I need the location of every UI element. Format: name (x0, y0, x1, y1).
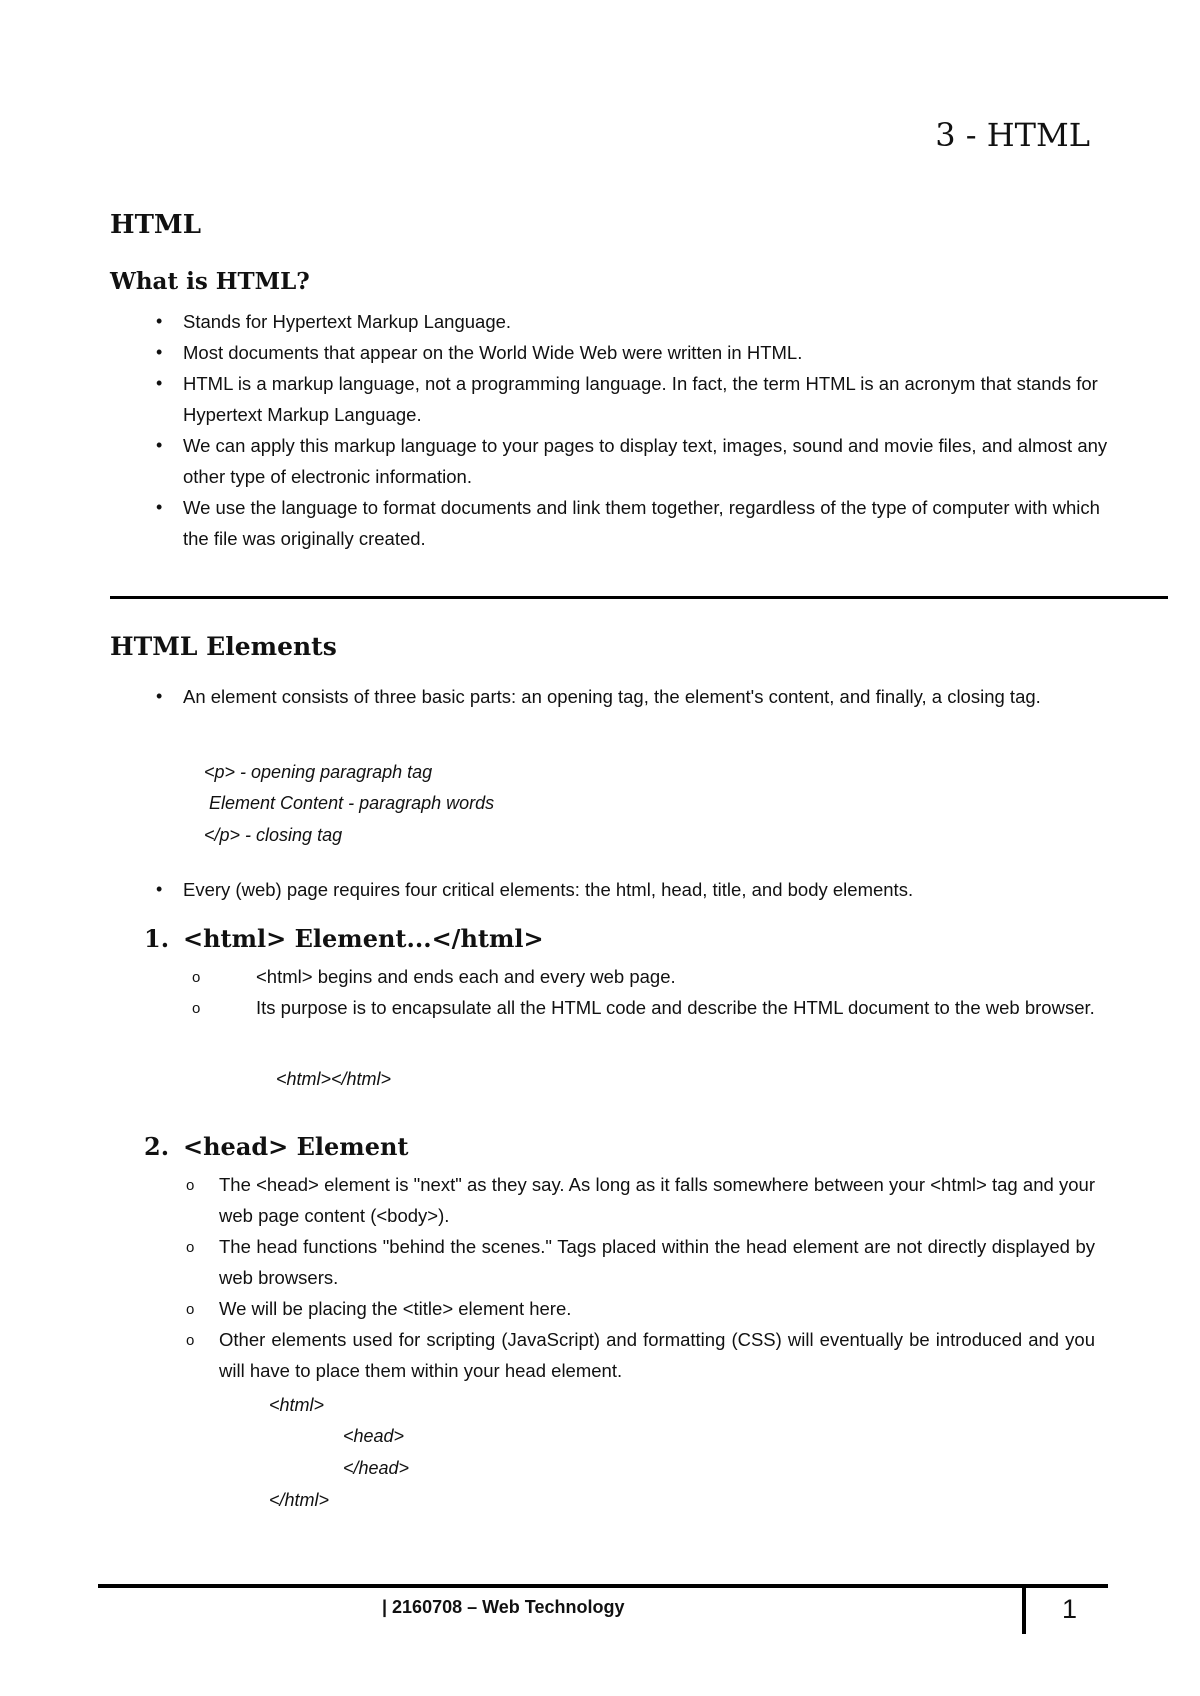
head-code-line: </html> (269, 1490, 330, 1510)
example-element-content: Element Content - paragraph words (209, 793, 495, 813)
list-item (183, 1169, 1095, 1231)
head-code-line: </head> (343, 1458, 410, 1478)
bullet-marker: o (186, 1239, 195, 1256)
bullet-marker: o (186, 1177, 195, 1194)
list-item (183, 961, 1095, 992)
point-text: Its purpose is to encapsulate all the HTML code and describe the HTML document to the web browser. (256, 997, 1095, 1018)
list-item (183, 1324, 1095, 1386)
point-text: <html> begins and ends each and every web page. (256, 966, 676, 987)
element-parts-list (110, 681, 1115, 712)
html-element-points (183, 961, 1095, 1023)
section-title-html-elements: HTML Elements (110, 632, 337, 661)
point-text: The <head> element is "next" as they say. As long as it falls somewhere between your <html> tag and your web page content (<body>). (219, 1174, 1095, 1226)
list-item: • We can apply this markup language to your pages to display text, images, sound and movie files, and almost any other type of electronic information. (110, 430, 1115, 492)
item-heading-html-element: <html> Element...</html> (183, 924, 544, 953)
item-number: 2. (144, 1132, 170, 1161)
subtitle-what-is-html: What is HTML? (110, 268, 310, 295)
chapter-title: 3 - HTML (935, 116, 1090, 154)
list-item: • We use the language to format documents and link them together, regardless of the type of computer with which the file was originally created. (110, 492, 1115, 554)
point-text: We will be placing the <title> element here. (219, 1298, 572, 1319)
list-item: • HTML is a markup language, not a programming language. In fact, the term HTML is an acronym that stands for Hypertext Markup Language. (110, 368, 1115, 430)
head-element-points (183, 1169, 1095, 1386)
section-title-html: HTML (110, 210, 201, 240)
list-item (183, 1293, 1095, 1324)
footer-separator (1022, 1584, 1026, 1634)
example-closing-tag: </p> - closing tag (204, 825, 343, 845)
bullet-marker: o (192, 1000, 201, 1017)
list-item: • Every (web) page requires four critical elements: the html, head, title, and body elements. (110, 874, 1115, 905)
list-item: • Most documents that appear on the World Wide Web were written in HTML. (110, 337, 1115, 368)
bullet-marker: o (186, 1332, 195, 1349)
what-is-html-list (110, 306, 1115, 554)
point-text: The head functions "behind the scenes." Tags placed within the head element are not directly displayed by web browsers. (219, 1236, 1095, 1288)
footer-rule (98, 1584, 1108, 1588)
section-divider (110, 596, 1168, 599)
example-opening-tag: <p> - opening paragraph tag (204, 762, 433, 782)
head-code-line: <head> (343, 1426, 405, 1446)
html-code-example: <html></html> (276, 1069, 392, 1089)
page-number: 1 (1062, 1594, 1078, 1624)
item-heading-head-element: <head> Element (183, 1132, 409, 1161)
list-item (183, 1231, 1095, 1293)
item-number: 1. (144, 924, 170, 953)
list-item: • An element consists of three basic parts: an opening tag, the element's content, and finally, a closing tag. (110, 681, 1115, 712)
critical-elements-list (110, 874, 1115, 905)
point-text: Other elements used for scripting (JavaScript) and formatting (CSS) will eventually be introduced and you will have to place them within your head element. (219, 1329, 1095, 1381)
head-code-line: <html> (269, 1395, 325, 1415)
footer-course: | 2160708 – Web Technology (382, 1597, 625, 1617)
bullet-marker: o (186, 1301, 195, 1318)
bullet-marker: o (192, 969, 201, 986)
list-item: • Stands for Hypertext Markup Language. (110, 306, 1115, 337)
list-item (183, 992, 1095, 1023)
